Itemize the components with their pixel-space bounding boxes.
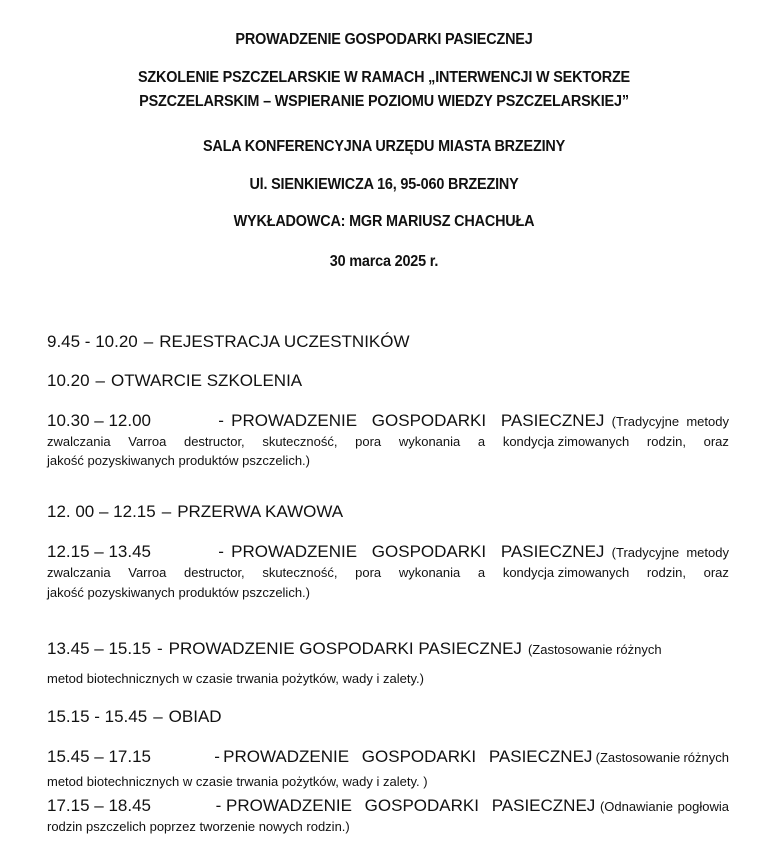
schedule-title: PROWADZENIE GOSPODARKI PASIECZNEJ (231, 542, 605, 561)
training-subtitle-line-1: SZKOLENIE PSZCZELARSKIE W RAMACH „INTERWENCJI W SEKTORZE (138, 69, 630, 86)
schedule-desc-start-word: różnych (683, 750, 729, 765)
schedule-time: 13.45 – 15.15 (47, 639, 151, 658)
hyphen: - (218, 542, 224, 561)
training-subtitle-line-2: PSZCZELARSKIM – WSPIERANIE POZIOMU WIEDZY PSZCZELARSKIEJ” (139, 93, 629, 110)
schedule-time: 15.15 - 15.45 (47, 707, 148, 726)
dash: – (95, 371, 106, 390)
document-title: PROWADZENIE GOSPODARKI PASIECZNEJ (235, 31, 533, 48)
schedule-item-session-4 (47, 747, 729, 789)
schedule-title: PROWADZENIE GOSPODARKI PASIECZNEJ (226, 796, 596, 815)
schedule-desc-start: (Zastosowanie różnych (527, 642, 662, 657)
schedule-item-lunch (47, 707, 729, 727)
schedule-title: PROWADZENIE GOSPODARKI PASIECZNEJ (168, 639, 522, 658)
schedule-item-session-5 (47, 796, 729, 834)
schedule-title: PROWADZENIE GOSPODARKI PASIECZNEJ (231, 411, 605, 430)
schedule-time: 10.30 – 12.00 (47, 411, 151, 430)
schedule-item-coffee-break (47, 502, 729, 522)
schedule-desc-line: zwalczania Varroa destructor, skuteczność, pora wykonania a kondycja zimowanych rodzin, oraz (47, 565, 729, 580)
schedule-desc-line: zwalczania Varroa destructor, skuteczność, pora wykonania a kondycja zimowanych rodzin, oraz (47, 434, 729, 449)
schedule-title: OBIAD (168, 707, 222, 726)
hyphen: - (214, 747, 220, 766)
schedule-desc-start-word: (Odnawianie (599, 799, 673, 814)
schedule-item-registration (47, 332, 729, 352)
schedule-desc-line: rodzin pszczelich poprzez tworzenie nowych rodzin.) (47, 819, 350, 834)
schedule-desc-line: metod biotechnicznych w czasie trwania pożytków, wady i zalety. ) (47, 774, 428, 789)
address: Ul. SIENKIEWICZA 16, 95-060 BRZEZINY (249, 176, 519, 193)
schedule-time: 17.15 – 18.45 (47, 796, 151, 815)
schedule-desc-line: metod biotechnicznych w czasie trwania pożytków, wady i zalety.) (47, 671, 424, 686)
schedule-time: 9.45 - 10.20 (47, 332, 138, 351)
schedule-item-opening (47, 371, 729, 391)
venue: SALA KONFERENCYJNA URZĘDU MIASTA BRZEZINY (202, 138, 566, 155)
dash: – (143, 332, 154, 351)
schedule-title: PROWADZENIE GOSPODARKI PASIECZNEJ (223, 747, 593, 766)
hyphen: - (215, 796, 222, 815)
schedule-time: 10.20 (47, 371, 90, 390)
schedule-time: 12. 00 – 12.15 (47, 502, 156, 521)
schedule-desc-start-word: (Tradycyjne (611, 414, 680, 429)
event-date: 30 marca 2025 r. (329, 253, 439, 270)
schedule-item-session-3 (47, 639, 729, 686)
hyphen: - (218, 411, 224, 430)
lecturer: WYKŁADOWCA: MGR MARIUSZ CHACHUŁA (233, 213, 535, 230)
dash: – (153, 707, 163, 726)
schedule-title: PRZERWA KAWOWA (177, 502, 344, 521)
schedule-time: 12.15 – 13.45 (47, 542, 151, 561)
schedule-title: OTWARCIE SZKOLENIA (111, 371, 303, 390)
schedule-item-session-1 (47, 411, 729, 468)
schedule-desc-start-word: (Tradycyjne (611, 545, 680, 560)
schedule-desc-start-word: (Zastosowanie (595, 750, 681, 765)
schedule-desc-line: jakość pozyskiwanych produktów pszczelich.) (47, 585, 310, 600)
schedule-desc-line: jakość pozyskiwanych produktów pszczelich.) (47, 453, 310, 468)
schedule-desc-start-word: metody (686, 414, 729, 429)
schedule-desc-start-word: pogłowia (677, 799, 729, 814)
schedule-desc-start-word: metody (686, 545, 729, 560)
schedule-time: 15.45 – 17.15 (47, 747, 151, 766)
dash: – (161, 502, 172, 521)
schedule-item-session-2 (47, 542, 729, 600)
schedule-title: REJESTRACJA UCZESTNIKÓW (159, 332, 410, 351)
hyphen: - (156, 639, 163, 658)
